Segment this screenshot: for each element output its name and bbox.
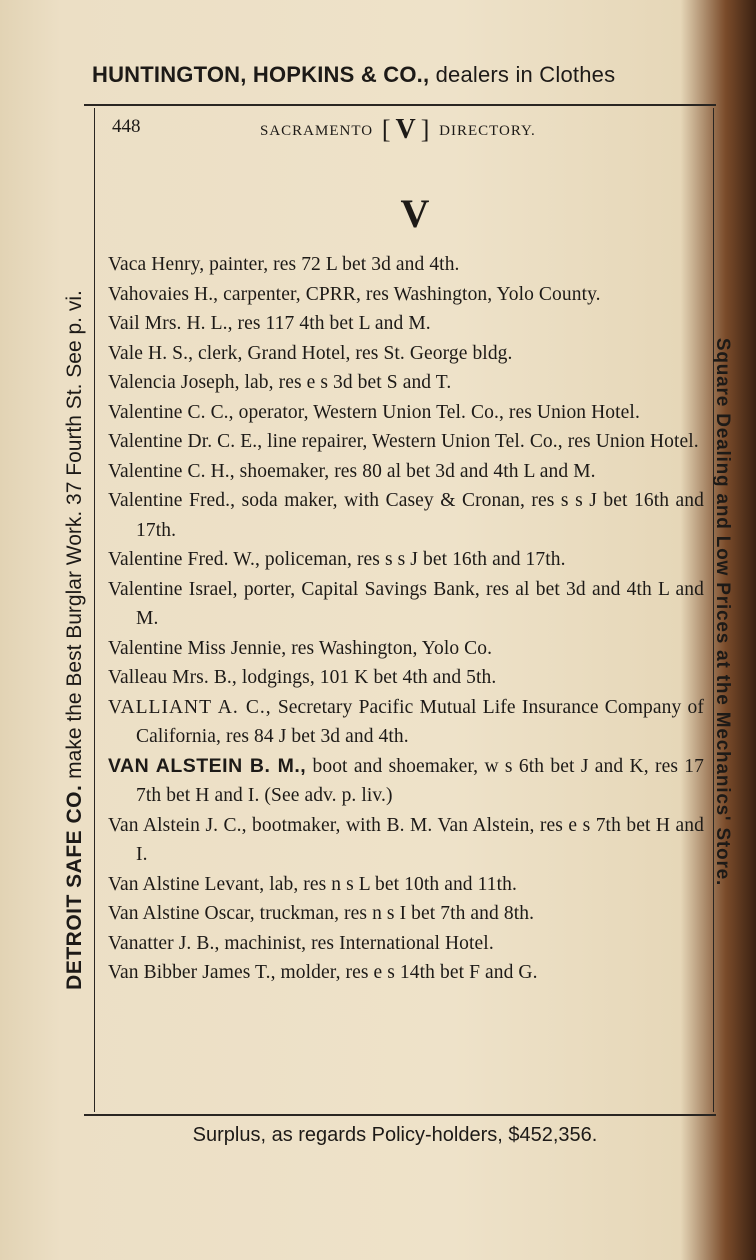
directory-entry: [108, 486, 704, 545]
directory-entry: [108, 457, 704, 487]
entry-text: Secretary Pacific Mutual Life Insurance Company of California, res 84 J bet 3d and 4th.: [136, 696, 704, 747]
header-letter: V: [395, 114, 417, 145]
entry-text: Van Bibber James T., molder, res e s 14th bet F and G.: [108, 962, 538, 983]
entry-text: Valentine Dr. C. E., line repairer, Western Union Tel. Co., res Union Hotel.: [108, 431, 699, 452]
directory-entry: [108, 280, 704, 310]
top-ad-firm: HUNTINGTON, HOPKINS & CO.,: [92, 62, 430, 87]
entry-name: VAN ALSTEIN B. M.,: [108, 754, 307, 777]
entry-text: Van Alstine Levant, lab, res n s L bet 10th and 11th.: [108, 873, 517, 895]
directory-entry: [108, 250, 704, 280]
running-title-right: DIRECTORY.: [439, 123, 536, 139]
top-advertisement: [92, 62, 732, 88]
left-ad-company: DETROIT SAFE CO.: [63, 784, 86, 990]
directory-entry: [108, 693, 704, 752]
entry-text: Vail Mrs. H. L., res 117 4th bet L and M.: [108, 313, 431, 334]
page-header: [110, 114, 700, 146]
entry-text: Vaca Henry, painter, res 72 L bet 3d and 4th.: [108, 254, 460, 275]
entry-text: Valleau Mrs. B., lodgings, 101 K bet 4th and 5th.: [108, 667, 497, 688]
entry-text: Valentine C. C., operator, Western Union Tel. Co., res Union Hotel.: [108, 401, 640, 423]
left-border-rule: [94, 108, 95, 1112]
directory-entry: [108, 398, 704, 428]
right-margin-advertisement: Square Dealing and Low Prices at the Mechanics' Store.: [712, 337, 733, 887]
left-margin-advertisement: [63, 290, 87, 990]
entry-text: Valentine Fred. W., policeman, res s s J bet 16th and 17th.: [108, 549, 566, 570]
running-title-left: SACRAMENTO: [260, 123, 374, 139]
directory-entry: [108, 752, 704, 811]
directory-entry: [108, 811, 704, 870]
left-ad-rest: make the Best Burglar Work. 37 Fourth St. See p. vi.: [63, 290, 86, 785]
entry-text: Vanatter J. B., machinist, res International Hotel.: [108, 932, 494, 954]
directory-entry: [108, 309, 704, 339]
entry-text: Vale H. S., clerk, Grand Hotel, res St. George bldg.: [108, 342, 513, 364]
top-rule: [84, 104, 716, 106]
entry-text: Valencia Joseph, lab, res e s 3d bet S and T.: [108, 372, 452, 393]
bottom-rule: [84, 1114, 716, 1116]
entry-name: VALLIANT A. C.,: [108, 696, 272, 718]
directory-entry: [108, 427, 704, 457]
footer-advertisement: Surplus, as regards Policy-holders, $452,356.: [192, 1124, 598, 1146]
entry-text: Valentine Miss Jennie, res Washington, Yolo Co.: [108, 637, 493, 659]
directory-entry: [108, 663, 704, 693]
top-ad-rest: dealers in Clothes: [429, 62, 616, 87]
directory-entry: [108, 870, 704, 900]
left-bracket: [: [381, 115, 392, 144]
directory-entry: [108, 929, 704, 959]
entry-text: Valentine Israel, porter, Capital Savings Bank, res al bet 3d and 4th L and M.: [108, 578, 704, 629]
entry-text: boot and shoemaker, w s 6th bet J and K, res 17 7th bet H and I. (See adv. p. liv.): [136, 755, 705, 806]
directory-entry: [108, 575, 704, 634]
entry-text: Valentine Fred., soda maker, with Casey & Cronan, res s s J bet 16th and 17th.: [108, 490, 704, 541]
directory-entry: [108, 545, 704, 575]
directory-entry: [108, 368, 704, 398]
section-heading-letter: V: [400, 191, 430, 236]
entry-text: Valentine C. H., shoemaker, res 80 al bet 3d and 4th L and M.: [108, 460, 596, 482]
entry-text: Van Alstein J. C., bootmaker, with B. M. Van Alstein, res e s 7th bet H and I.: [108, 814, 704, 865]
page-number: 448: [112, 116, 141, 137]
directory-entry: [108, 634, 704, 664]
right-bracket: ]: [420, 115, 431, 144]
directory-entry: [108, 899, 704, 929]
directory-entry: [108, 339, 704, 369]
directory-entry: [108, 958, 704, 988]
directory-entries: [108, 250, 704, 988]
entry-text: Van Alstine Oscar, truckman, res n s I bet 7th and 8th.: [108, 903, 535, 924]
entry-text: Vahovaies H., carpenter, CPRR, res Washington, Yolo County.: [108, 283, 601, 305]
running-title: [260, 114, 536, 146]
